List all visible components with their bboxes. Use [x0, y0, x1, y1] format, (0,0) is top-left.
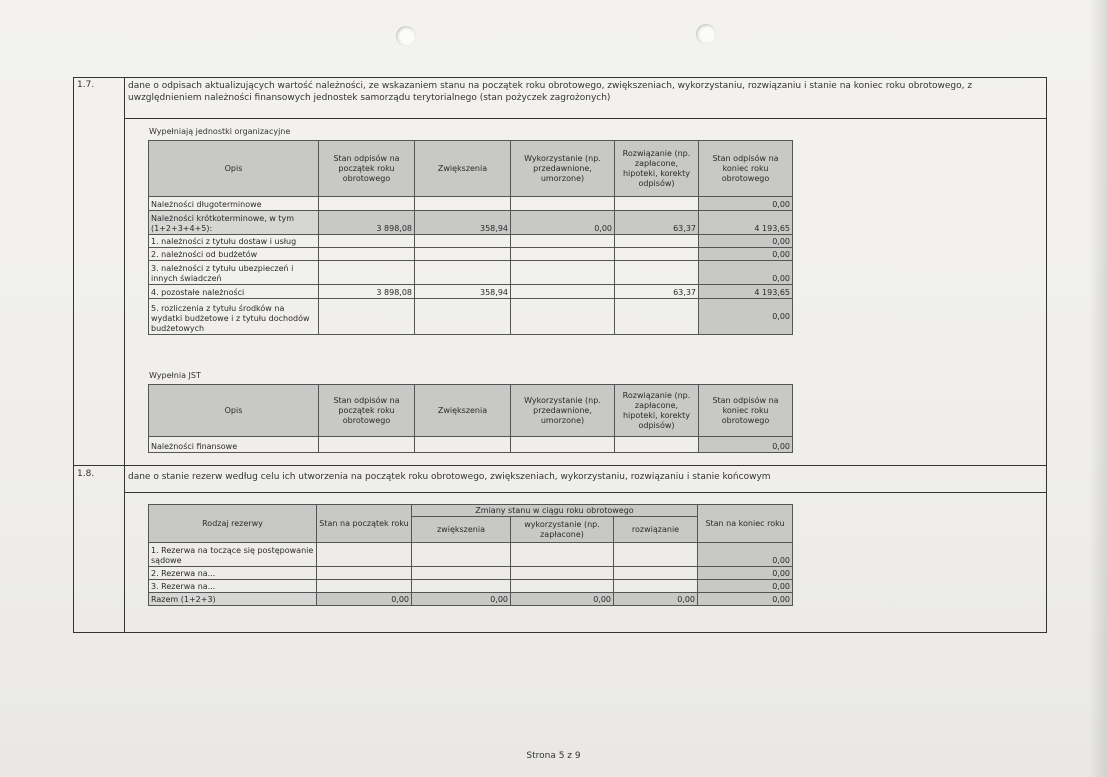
cell: [614, 543, 698, 567]
total-cell: 0,00: [699, 299, 793, 335]
cell: [412, 567, 511, 580]
header-cell: Wykorzystanie (np. przedawnione, umorzone): [511, 385, 615, 437]
table-row: [149, 261, 793, 285]
cell: 0,00: [511, 593, 614, 606]
header-cell: Opis: [149, 141, 319, 197]
section-number-1-8: 1.8.: [77, 469, 95, 479]
header-cell: Stan odpisów na koniec roku obrotowego: [699, 385, 793, 437]
table-row: [149, 285, 793, 299]
cell: [319, 197, 415, 211]
page-footer: Strona 5 z 9: [526, 751, 581, 761]
header-cell: Zwiększenia: [415, 141, 511, 197]
cell: 0,00: [614, 593, 698, 606]
row-label: 5. rozliczenia z tytułu środków na wydatki budżetowe i z tytułu dochodów budżetowych: [149, 299, 319, 335]
table-row: [149, 299, 793, 335]
cell: [317, 543, 412, 567]
cell: [511, 235, 615, 248]
cell: [511, 543, 614, 567]
reserves-table: [148, 504, 793, 606]
table-row: [149, 567, 793, 580]
table-header-row: [149, 141, 793, 197]
row-label: Należności krótkoterminowe, w tym (1+2+3+4+5):: [149, 211, 319, 235]
allowances-table-jst: [148, 384, 793, 453]
header-cell: Wykorzystanie (np. przedawnione, umorzone): [511, 141, 615, 197]
total-cell: 0,00: [699, 197, 793, 211]
row-label: 3. należności z tytułu ubezpieczeń i innych świadczeń: [149, 261, 319, 285]
table-row: [149, 211, 793, 235]
header-cell: Rodzaj rezerwy: [149, 505, 317, 543]
table2-caption: Wypełnia JST: [149, 371, 201, 380]
row-label: Należności finansowe: [149, 437, 319, 453]
total-cell: 0,00: [698, 567, 793, 580]
table-row: [149, 437, 793, 453]
cell: [615, 299, 699, 335]
header-cell: Zwiększenia: [415, 385, 511, 437]
row-label: 1. Rezerwa na toczące się postępowanie sądowe: [149, 543, 317, 567]
cell: 0,00: [511, 211, 615, 235]
row-label: 1. należności z tytułu dostaw i usług: [149, 235, 319, 248]
punch-hole-right: [696, 24, 716, 44]
header-cell: rozwiązanie: [614, 517, 698, 543]
header-group-cell: Zmiany stanu w ciągu roku obrotowego: [412, 505, 698, 517]
cell: [615, 248, 699, 261]
cell: [511, 285, 615, 299]
punch-hole-left: [396, 26, 416, 46]
table-row: [149, 235, 793, 248]
cell: [317, 580, 412, 593]
cell: [415, 197, 511, 211]
table-row: [149, 593, 793, 606]
cell: [319, 299, 415, 335]
header-cell: Stan odpisów na początek roku obrotowego: [319, 385, 415, 437]
header-cell: Rozwiązanie (np. zapłacone, hipoteki, korekty odpisów): [615, 141, 699, 197]
cell: [511, 580, 614, 593]
row-label: Należności długoterminowe: [149, 197, 319, 211]
cell: [511, 299, 615, 335]
header-cell: Stan na koniec roku: [698, 505, 793, 543]
page-edge-shadow: [1089, 0, 1107, 777]
cell: [614, 567, 698, 580]
cell: [415, 437, 511, 453]
table-header-row: [149, 505, 793, 517]
cell: [317, 567, 412, 580]
table-row: [149, 197, 793, 211]
total-cell: 0,00: [699, 235, 793, 248]
cell: [511, 567, 614, 580]
header-cell: Stan odpisów na początek roku obrotowego: [319, 141, 415, 197]
row-label: Razem (1+2+3): [149, 593, 317, 606]
cell: 3 898,08: [319, 285, 415, 299]
row-label: 2. Rezerwa na...: [149, 567, 317, 580]
total-cell: 4 193,65: [699, 285, 793, 299]
cell: 358,94: [415, 285, 511, 299]
cell: 0,00: [317, 593, 412, 606]
table-row: [149, 543, 793, 567]
cell: 63,37: [615, 211, 699, 235]
header-cell: Stan na początek roku: [317, 505, 412, 543]
cell: [615, 261, 699, 285]
cell: [615, 437, 699, 453]
total-cell: 0,00: [698, 580, 793, 593]
total-cell: 0,00: [698, 593, 793, 606]
cell: [319, 248, 415, 261]
cell: [511, 248, 615, 261]
row-label: 2. należności od budżetów: [149, 248, 319, 261]
total-cell: 0,00: [699, 261, 793, 285]
table-row: [149, 580, 793, 593]
cell: [412, 580, 511, 593]
cell: 358,94: [415, 211, 511, 235]
row-label: 3. Rezerwa na...: [149, 580, 317, 593]
header-cell: zwiększenia: [412, 517, 511, 543]
cell: [319, 235, 415, 248]
cell: [511, 197, 615, 211]
allowances-table-units: [148, 140, 793, 335]
row-label: 4. pozostałe należności: [149, 285, 319, 299]
table-row: [149, 248, 793, 261]
total-cell: 0,00: [699, 248, 793, 261]
cell: [415, 248, 511, 261]
section-18-divider: [124, 492, 1047, 493]
number-column-divider: [124, 77, 125, 633]
total-cell: 0,00: [698, 543, 793, 567]
cell: [415, 235, 511, 248]
header-cell: Opis: [149, 385, 319, 437]
section-number-1-7: 1.7.: [77, 80, 95, 90]
cell: 3 898,08: [319, 211, 415, 235]
total-cell: 4 193,65: [699, 211, 793, 235]
cell: [511, 437, 615, 453]
cell: 63,37: [615, 285, 699, 299]
cell: [614, 580, 698, 593]
header-cell: Rozwiązanie (np. zapłacone, hipoteki, korekty odpisów): [615, 385, 699, 437]
section-text-1-7: dane o odpisach aktualizujących wartość należności, ze wskazaniem stanu na początek roku obrotowego, zwiększeniach, wykorzystaniu, rozwiązaniu i stanie na koniec roku obrotowego, z uwzględnieniem należności finansowych jednostek samorządu terytorialnego (stan pożyczek zagrożonych): [128, 81, 973, 103]
cell: [319, 437, 415, 453]
cell: [319, 261, 415, 285]
cell: 0,00: [412, 593, 511, 606]
header-cell: Stan odpisów na koniec roku obrotowego: [699, 141, 793, 197]
section-17-divider: [124, 118, 1047, 119]
total-cell: 0,00: [699, 437, 793, 453]
section-text-1-8: dane o stanie rezerw według celu ich utworzenia na początek roku obrotowego, zwiększeniach, wykorzystaniu, rozwiązaniu i stanie końcowym: [128, 472, 771, 482]
table1-caption: Wypełniają jednostki organizacyjne: [149, 127, 291, 136]
cell: [615, 197, 699, 211]
header-cell: wykorzystanie (np. zapłacone): [511, 517, 614, 543]
cell: [615, 235, 699, 248]
cell: [415, 261, 511, 285]
cell: [412, 543, 511, 567]
cell: [415, 299, 511, 335]
section-18-top-divider: [73, 465, 1047, 466]
cell: [511, 261, 615, 285]
table-header-row: [149, 385, 793, 437]
